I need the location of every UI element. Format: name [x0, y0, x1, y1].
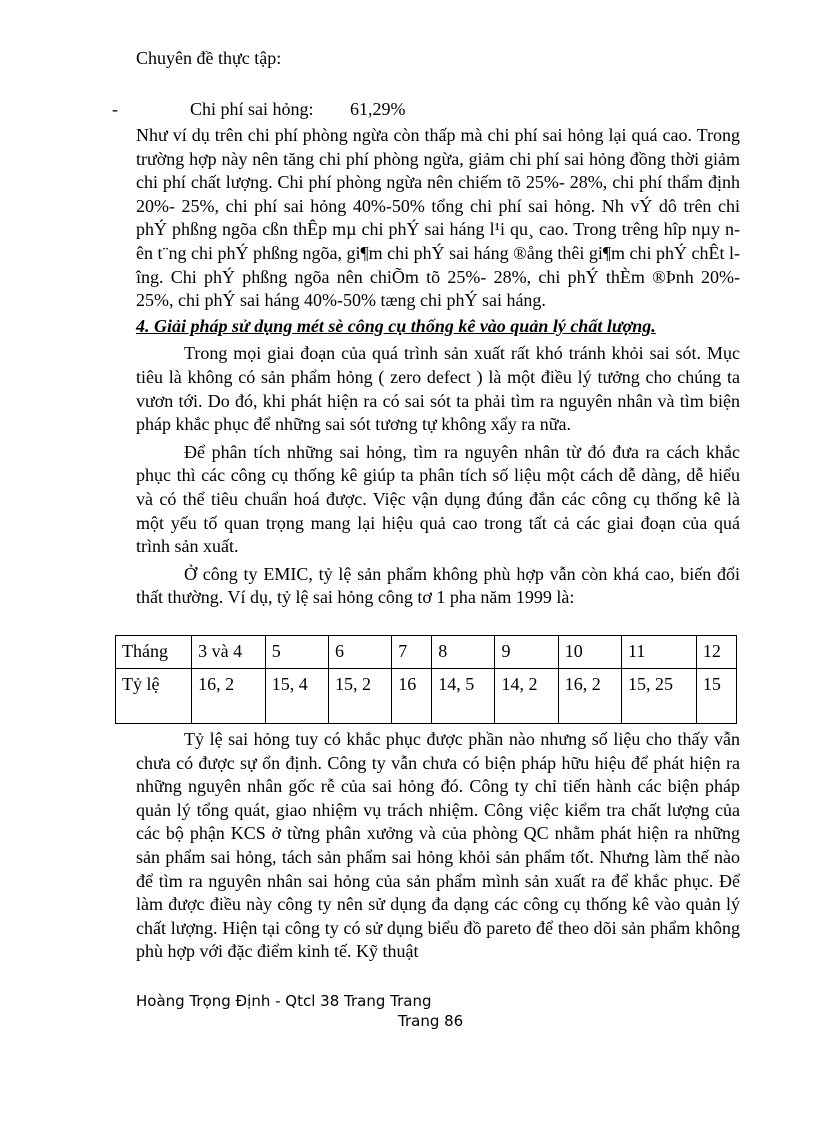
table-cell: 15, 25 — [621, 669, 696, 724]
paragraph-cost-example: Như ví dụ trên chi phí phòng ngừa còn thấp mà chi phí sai hỏng lại quá cao. Trong trường hợp này nên tăng chi phí phòng ngừa, giảm chi phí sai hỏng đồng thời giảm chi phí chất lượng. Chi phí phòng ngừa nên chiếm tõ 25%- 28%, chi phí thẩm định 20%- 25%, chi phí sai hỏng 40%-50% tổng chi phí sai hỏng. Nh vÝ dô trên chi phÝ phßng ngõa cßn thÊp mµ chi phÝ sai háng l¹i qu¸ cao. Trong trêng hîp nµy nên t¨ng chi phÝ phßng ngõa, gi¶m chi phÝ sai háng ®ång thêi gi¶m chi phÝ chÊt lîng. Chi phÝ phßng ngõa nên chiÕm tõ 25%- 28%, chi phÝ thÈm ®Þnh 20%- 25%, chi phÝ sai háng 40%-50% tæng chi phÝ sai háng. — [136, 125, 740, 311]
table-cell: 14, 2 — [495, 669, 558, 724]
table-cell: 14, 5 — [432, 669, 495, 724]
table-cell: 3 và 4 — [192, 636, 266, 669]
table-cell: 15, 4 — [265, 669, 328, 724]
table-cell: Tỷ lệ — [116, 669, 192, 724]
body-text-bottom — [136, 728, 740, 964]
table-cell: 5 — [265, 636, 328, 669]
body-text-top — [136, 124, 740, 610]
table-cell: 8 — [432, 636, 495, 669]
document-header: Chuyên đề thực tập: — [136, 48, 282, 68]
paragraph-conclusion: Tỷ lệ sai hỏng tuy có khắc phục được phần nào nhưng số liệu cho thấy vẫn chưa có được sự ổn định. Công ty vẫn chưa có biện pháp hữu hiệu để phát hiện ra những nguyên nhân gốc rễ của sai hỏng đó. Công ty chỉ tiến hành các biện pháp quản lý tổng quát, giao nhiệm vụ trách nhiệm. Công việc kiểm tra chất lượng của các bộ phận KCS ở từng phân xưởng và của phòng QC nhằm phát hiện ra những sản phẩm sai hỏng, tách sản phẩm sai hỏng khỏi sản phẩm tốt. Nhưng làm thế nào để tìm ra nguyên nhân sai hỏng của sản phẩm mình sản xuất ra để khắc phục. Để làm được điều này công ty nên sử dụng đa dạng các công cụ thống kê vào quản lý chất lượng. Hiện tại công ty có sử dụng biểu đồ pareto để theo dõi sản phẩm không phù hợp với đặc điểm kinh tế. Kỹ thuật — [136, 729, 740, 962]
table-cell: 9 — [495, 636, 558, 669]
table-cell: 10 — [558, 636, 621, 669]
table-cell: 7 — [392, 636, 432, 669]
table-cell: 15, 2 — [328, 669, 391, 724]
table-cell: 16 — [392, 669, 432, 724]
table-cell: Tháng — [116, 636, 192, 669]
paragraph-defects: Trong mọi giai đoạn của quá trình sản xuất rất khó tránh khỏi sai sót. Mục tiêu là không có sản phẩm hỏng ( zero defect ) là một điều lý tưởng cho chúng ta vươn tới. Do đó, khi phát hiện ra có sai sót ta phải tìm ra nguyên nhân và tìm biện pháp khắc phục để những sai sót tương tự không xẩy ra nữa. — [136, 343, 740, 435]
section-heading: 4. Giải pháp sử dụng mét sè công cụ thống kê vào quản lý chất lượng. — [136, 315, 656, 336]
defect-rate-table — [115, 635, 737, 724]
page-number: Trang 86 — [398, 1012, 464, 1030]
table-cell: 16, 2 — [558, 669, 621, 724]
bullet-dash: - — [112, 99, 118, 119]
bullet-value: 61,29% — [350, 99, 406, 119]
bullet-label: Chi phí sai hỏng: — [190, 99, 314, 119]
table-cell: 6 — [328, 636, 391, 669]
paragraph-statistical-tools: Để phân tích những sai hỏng, tìm ra nguyên nhân từ đó đưa ra cách khắc phục thì các công cụ thống kê giúp ta phân tích số liệu một cách dễ dàng, dễ hiểu và có thể tiêu chuẩn hoá được. Việc vận dụng đúng đắn các công cụ thống kê là một yếu tố quan trọng mang lại hiệu quả cao trong tất cả các giai đoạn của quá trình sản xuất. — [136, 441, 740, 557]
footer-author: Hoàng Trọng Định - Qtcl 38 Trang Trang — [136, 992, 432, 1010]
table-row — [116, 636, 737, 669]
bullet-line — [112, 99, 712, 123]
table-row — [116, 669, 737, 724]
table-cell: 16, 2 — [192, 669, 266, 724]
table-cell: 11 — [621, 636, 696, 669]
table-cell: 12 — [696, 636, 736, 669]
table-cell: 15 — [696, 669, 736, 724]
paragraph-emic-intro: Ở công ty EMIC, tỷ lệ sản phẩm không phù hợp vẫn còn khá cao, biến đổi thất thường. Ví dụ, tỷ lệ sai hỏng công tơ 1 pha năm 1999 là: — [136, 563, 740, 608]
